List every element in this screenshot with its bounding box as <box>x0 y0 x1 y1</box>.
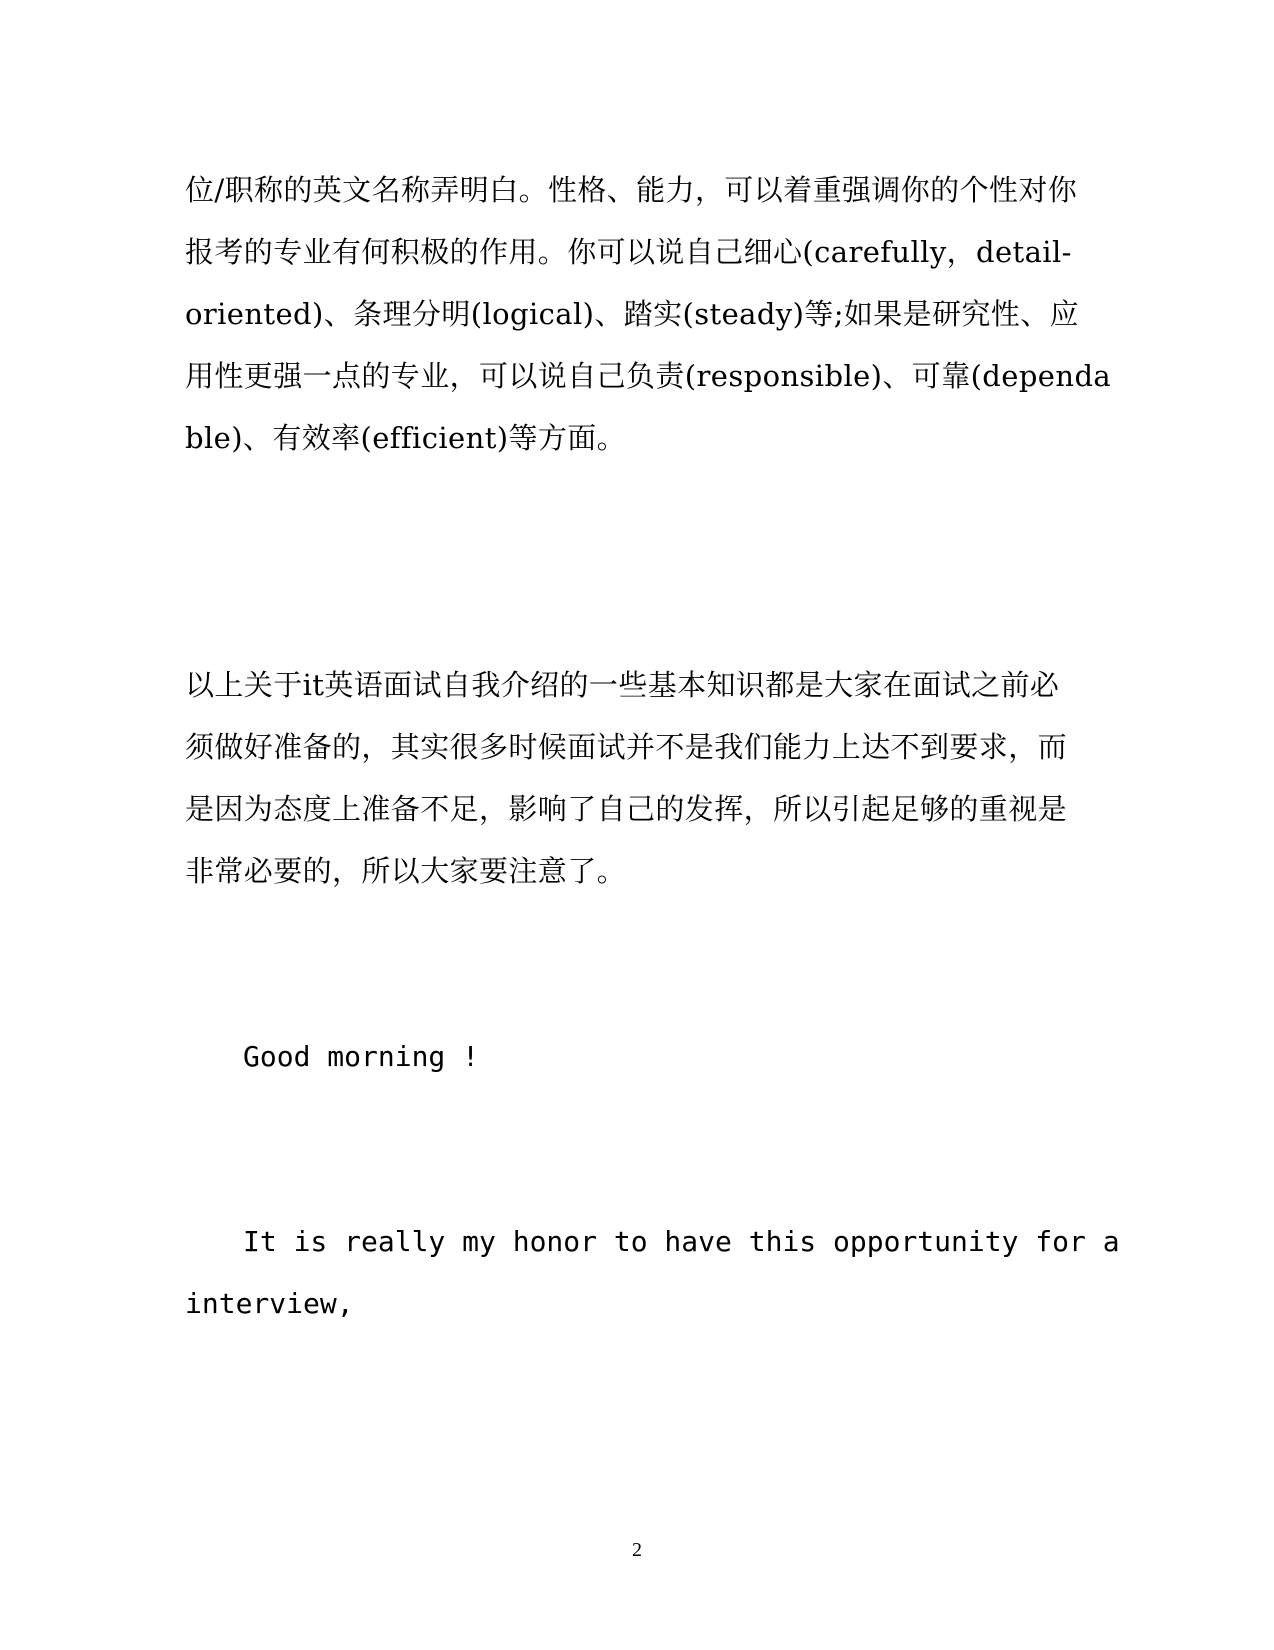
paragraph-1-line-4: 用性更强一点的专业，可以说自己负责(responsible)、可靠(dependa <box>185 359 1112 393</box>
paragraph-1-line-2: 报考的专业有何积极的作用。你可以说自己细心(carefully，detail- <box>185 235 1072 269</box>
greeting-line: Good morning ! <box>243 1040 480 1073</box>
paragraph-1-line-5: ble)、有效率(efficient)等方面。 <box>185 421 627 455</box>
paragraph-2-line-2: 须做好准备的，其实很多时候面试并不是我们能力上达不到要求，而 <box>185 730 1068 764</box>
page-number: 2 <box>632 1539 642 1561</box>
paragraph-1-line-1: 位/职称的英文名称弄明白。性格、能力，可以着重强调你的个性对你 <box>185 173 1078 207</box>
paragraph-2-line-4: 非常必要的，所以大家要注意了。 <box>185 854 627 888</box>
paragraph-2-line-3: 是因为态度上准备不足，影响了自己的发挥，所以引起足够的重视是 <box>185 792 1068 826</box>
paragraph-3-line-2: interview, <box>185 1287 354 1320</box>
paragraph-3-line-1: It is really my honor to have this opportunity for a <box>243 1225 1120 1258</box>
paragraph-1-line-3: oriented)、条理分明(logical)、踏实(steady)等;如果是研究性、应 <box>185 297 1080 331</box>
paragraph-2-line-1: 以上关于it英语面试自我介绍的一些基本知识都是大家在面试之前必 <box>185 668 1060 702</box>
